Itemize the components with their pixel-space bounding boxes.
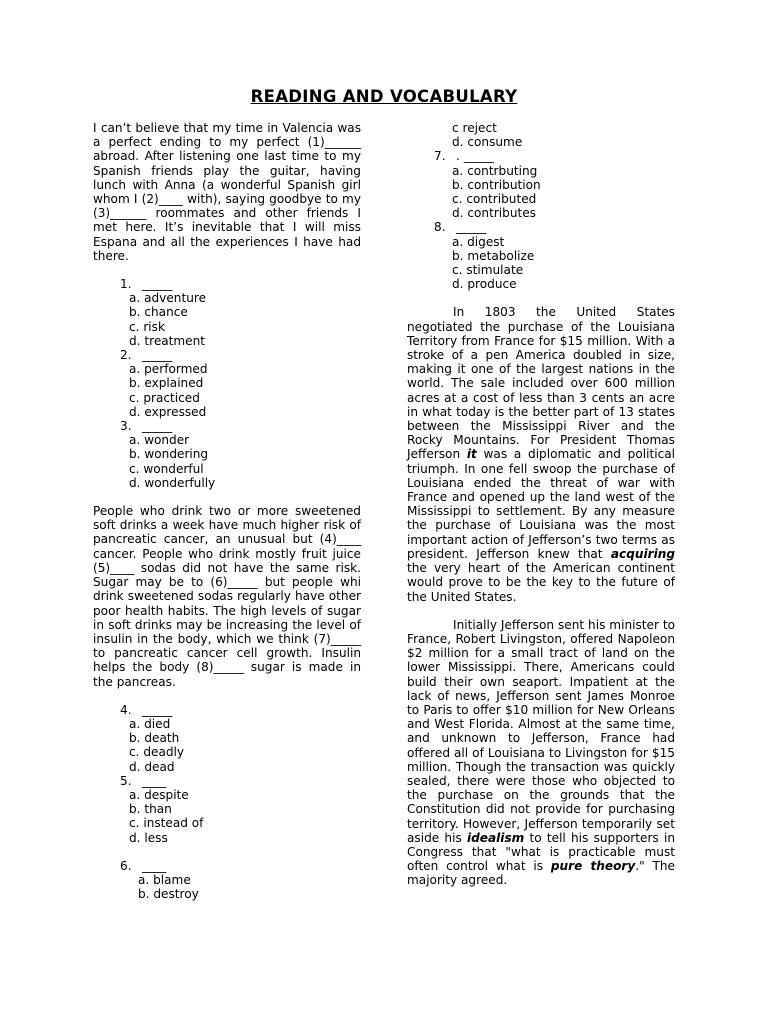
option[interactable]: d. less bbox=[129, 830, 168, 845]
option[interactable]: c. instead of bbox=[129, 816, 204, 831]
left-column bbox=[93, 121, 361, 901]
option[interactable]: b. chance bbox=[129, 305, 188, 320]
emphasis-acquiring: acquiring bbox=[610, 546, 675, 561]
option[interactable]: c. wonderful bbox=[129, 461, 204, 476]
option[interactable]: a. contrbuting bbox=[452, 163, 538, 178]
option[interactable]: c reject bbox=[452, 121, 497, 135]
option[interactable]: c. practiced bbox=[129, 390, 200, 405]
option[interactable]: b. death bbox=[129, 731, 180, 746]
passage-louisiana-2: Initially Jefferson sent his minister to France, Robert Livingston, offered Napoleon $2 million for a small tract of land on the lower Mississippi. There, Americans could build their own seaport. Impatient at the lack of news, Jefferson sent James Monroe to Paris to offer $10 million for New Orleans and West Florida. Almost at the same time, and unknown to Jefferson, France had offered all of Louisiana to Livingston for $15 million. Though the transaction was quickly sealed, there were those who objected to the purchase on the grounds that the Constitution did not provide for purchasing territory. However, Jefferson temporarily set aside his idealism to tell his supporters in Congress that "what is practicable must often control what is pure theory." The majority agreed. bbox=[407, 617, 675, 888]
question-number: 1. bbox=[120, 277, 132, 292]
answer-blank[interactable]: _____ bbox=[142, 277, 173, 292]
option[interactable]: d. produce bbox=[452, 277, 517, 292]
option[interactable]: c. risk bbox=[129, 319, 165, 334]
question-number: 5. bbox=[120, 773, 132, 788]
question-number: 4. bbox=[120, 702, 132, 717]
option[interactable]: b. explained bbox=[129, 376, 204, 391]
question-3 bbox=[93, 419, 361, 490]
right-column bbox=[407, 121, 675, 888]
emphasis-it: it bbox=[466, 447, 477, 462]
option[interactable]: d. consume bbox=[452, 135, 523, 150]
question-2 bbox=[93, 348, 361, 419]
option[interactable]: a. died bbox=[129, 716, 171, 731]
option[interactable]: b. contribution bbox=[452, 177, 541, 192]
passage-louisiana-1: In 1803 the United States negotiated the purchase of the Louisiana Territory from France for $15 million. With a stroke of a pen America doubled in size, making it one of the largest nations in the world. The sale included over 600 million acres at a cost of less than 3 cents an acre in what today is the better part of 13 states between the Mississippi River and the Rocky Mountains. For President Thomas Jefferson it was a diplomatic and political triumph. In one fell swoop the purchase of Louisiana ended the threat of war with France and opened up the land west of the Mississippi to settlement. By any measure the purchase of Louisiana was the most important action of Jefferson’s two terms as president. Jefferson knew that acquiring the very heart of the American continent would prove to be the key to the future of the United States. bbox=[407, 305, 675, 604]
option[interactable]: c. deadly bbox=[129, 745, 185, 760]
option[interactable]: a. performed bbox=[129, 362, 208, 377]
question-1 bbox=[93, 277, 361, 348]
question-7 bbox=[407, 149, 675, 220]
option[interactable]: a. blame bbox=[138, 872, 191, 887]
option[interactable]: d. treatment bbox=[129, 333, 206, 348]
answer-blank[interactable]: ____ bbox=[142, 773, 167, 788]
option[interactable]: a. digest bbox=[452, 234, 505, 249]
option[interactable]: b. wondering bbox=[129, 447, 209, 462]
question-number: 6. bbox=[120, 858, 132, 873]
question-8 bbox=[407, 220, 675, 291]
page-title: READING AND VOCABULARY bbox=[250, 87, 518, 106]
question-5 bbox=[93, 774, 361, 845]
question-number: 2. bbox=[120, 348, 132, 363]
option[interactable]: a. despite bbox=[129, 787, 189, 802]
option[interactable]: c. stimulate bbox=[452, 263, 524, 278]
question-number: 3. bbox=[120, 419, 132, 434]
option[interactable]: a. wonder bbox=[129, 433, 190, 448]
option[interactable]: c. contributed bbox=[452, 192, 537, 207]
option[interactable]: d. wonderfully bbox=[129, 475, 216, 490]
answer-blank[interactable]: _____ bbox=[142, 348, 173, 363]
answer-blank[interactable]: ____ bbox=[142, 858, 167, 873]
question-4 bbox=[93, 703, 361, 774]
passage-valencia: I can’t believe that my time in Valencia was a perfect ending to my perfect (1)______ abroad. After listening one last time to my Spanish friends play the guitar, having lunch with Anna (a wonderful Spanish girl whom I (2)____ with), saying goodbye to my (3)______ roommates and other friends I met here. It’s inevitable that I will miss Espana and all the experiences I have had there. bbox=[93, 121, 361, 263]
question-6 bbox=[93, 859, 361, 902]
option[interactable]: d. expressed bbox=[129, 404, 207, 419]
option[interactable]: d. contributes bbox=[452, 206, 536, 221]
option[interactable]: b. than bbox=[129, 802, 172, 817]
answer-blank[interactable]: _____ bbox=[142, 702, 173, 717]
passage-soft-drinks: People who drink two or more sweetened soft drinks a week have much higher risk of pancreatic cancer, an unusual but (4)____ cancer. People who drink mostly fruit juice (5)____ sodas did not have the same risk. Sugar may be to (6)_____ but people whi drink sweetened sodas regularly have other poor health habits. The high levels of sugar in soft drinks may be increasing the level of insulin in the body, which we think (7)_____ to pancreatic cancer cell growth. Insulin helps the body (8)_____ sugar is made in the pancreas. bbox=[93, 504, 361, 689]
questions-group-2 bbox=[93, 703, 361, 902]
option[interactable]: b. destroy bbox=[138, 887, 199, 902]
option[interactable]: b. metabolize bbox=[452, 248, 535, 263]
questions-group-1 bbox=[93, 277, 361, 490]
answer-blank[interactable]: _____ bbox=[456, 220, 487, 235]
emphasis-idealism: idealism bbox=[467, 830, 525, 845]
question-6-continued bbox=[407, 121, 675, 149]
option[interactable]: a. adventure bbox=[129, 291, 207, 306]
answer-blank[interactable]: . _____ bbox=[456, 149, 494, 164]
question-number: 7. bbox=[434, 149, 446, 164]
emphasis-pure-theory: pure theory bbox=[550, 859, 636, 874]
answer-blank[interactable]: _____ bbox=[142, 419, 173, 434]
question-number: 8. bbox=[434, 220, 446, 235]
option[interactable]: d. dead bbox=[129, 759, 175, 774]
